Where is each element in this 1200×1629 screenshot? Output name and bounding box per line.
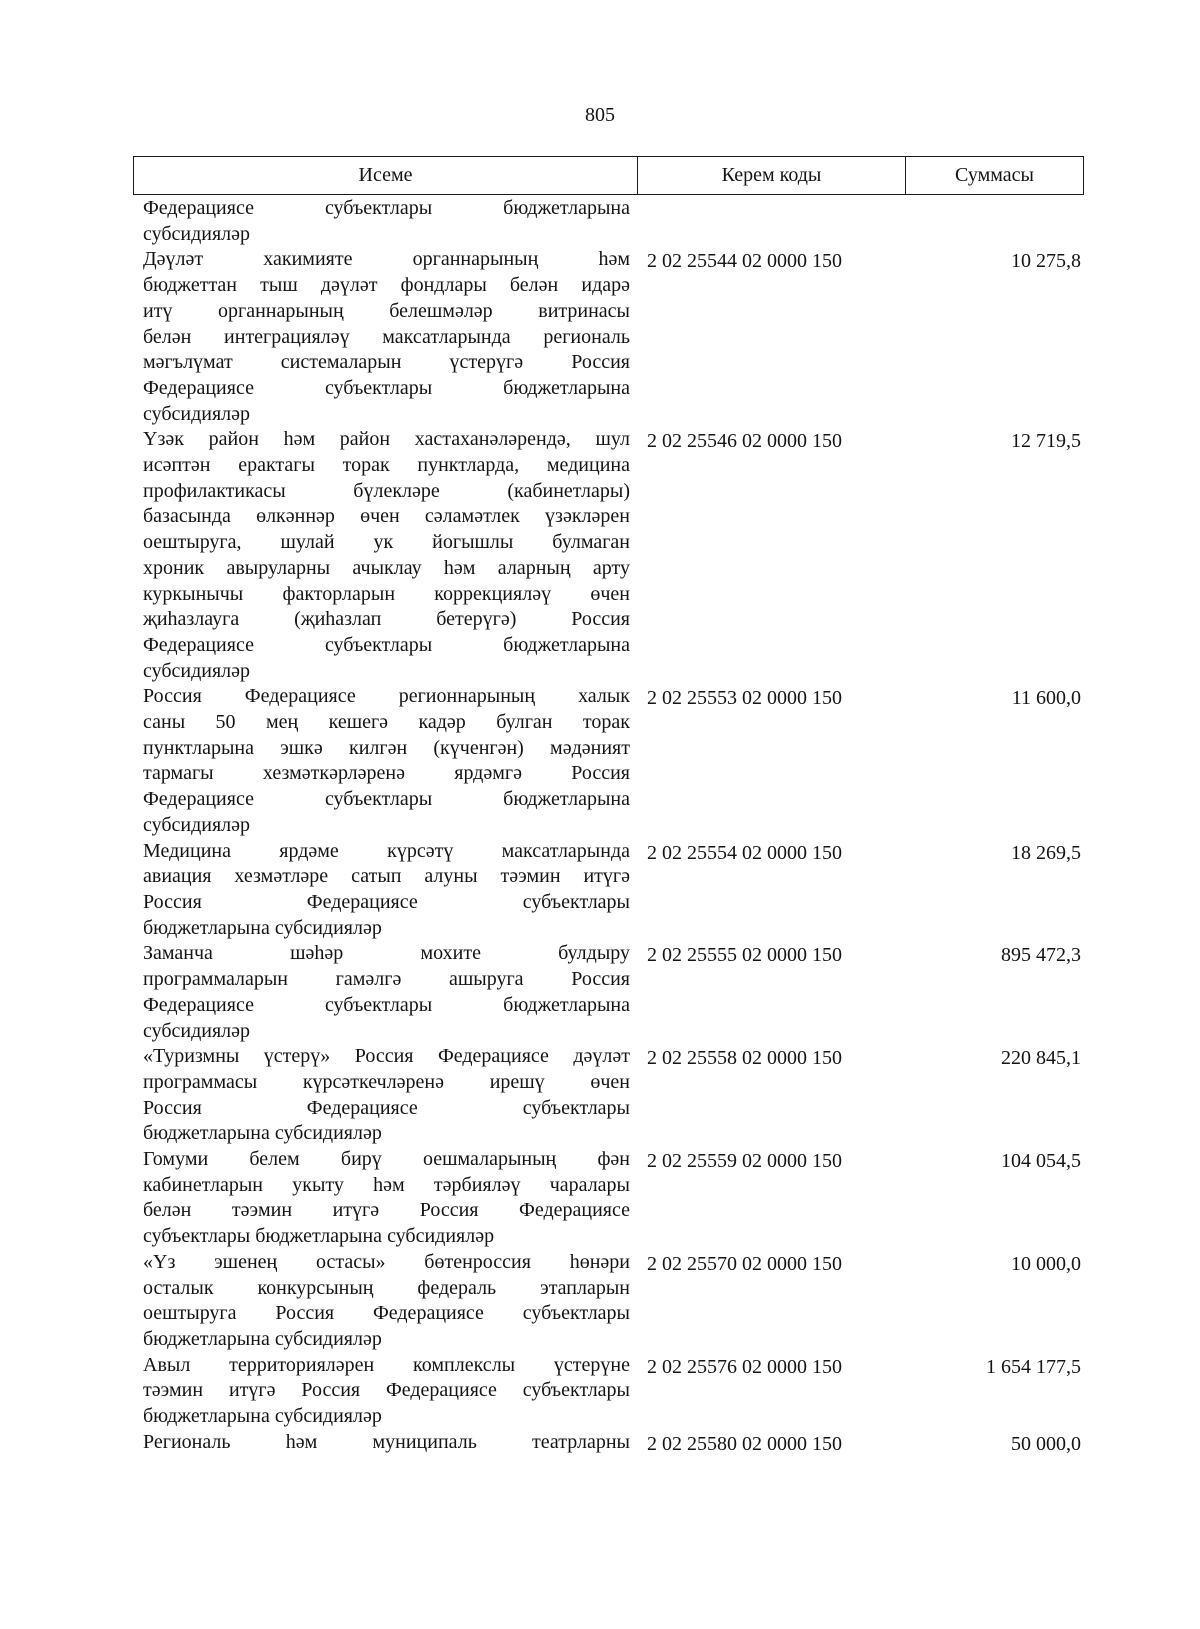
row-name — [143, 427, 630, 684]
row-code: 2 02 25558 02 0000 150 — [647, 1047, 842, 1070]
row-code: 2 02 25544 02 0000 150 — [647, 250, 842, 273]
row-name-line: субсидияләр — [143, 1019, 251, 1042]
row-name-line: программасы күрсәткечләренә ирешү өчен — [143, 1070, 630, 1093]
row-code — [630, 196, 913, 198]
table-row — [143, 247, 1087, 427]
row-name-line: кабинетларын укыту һәм тәрбияләү чаралары — [143, 1173, 630, 1196]
row-name-line: субсидияләр — [143, 659, 251, 682]
row-sum — [913, 196, 1087, 198]
row-name — [143, 839, 630, 942]
row-name-line: осталык конкурсының федераль этапларын — [143, 1276, 630, 1299]
row-name-line: Федерациясе субъектлары бюджетларына — [143, 993, 630, 1016]
row-name-line: бюджеттан тыш дәүләт фондлары белән идарә — [143, 274, 630, 297]
row-name-line: авиация хезмәтләре сатып алуны тәэмин итүгә — [143, 865, 630, 888]
row-code: 2 02 25555 02 0000 150 — [647, 944, 842, 967]
row-name-line: куркынычы факторларын коррекцияләү өчен — [143, 582, 630, 605]
table-row — [143, 196, 1087, 247]
row-name-line: белән тәэмин итүгә Россия Федерациясе — [143, 1199, 630, 1222]
row-name-line: профилактикасы бүлекләре (кабинетлары) — [143, 479, 630, 502]
table-row — [143, 1147, 1087, 1250]
page-number: 805 — [585, 104, 615, 126]
row-name-line: оештыруга Россия Федерациясе субъектлары — [143, 1302, 630, 1325]
row-name-line: тәэмин итүгә Россия Федерациясе субъектлары — [143, 1379, 630, 1402]
row-sum: 11 600,0 — [1011, 687, 1081, 710]
table-row — [143, 1353, 1087, 1430]
row-sum: 104 054,5 — [1001, 1150, 1081, 1173]
column-header-code: Керем коды — [638, 157, 906, 194]
row-name-line: Федерациясе субъектлары бюджетларына — [143, 197, 630, 219]
row-name-line: Медицина ярдәме күрсәтү максатларында — [143, 839, 630, 862]
row-name — [143, 1147, 630, 1250]
row-name-line: саны 50 мең кешегә кадәр булган торак — [143, 711, 630, 734]
row-code: 2 02 25553 02 0000 150 — [647, 687, 842, 710]
row-name-line: Федерациясе субъектлары бюджетларына — [143, 376, 630, 399]
row-name-line: базасында өлкәннәр өчен сәламәтлек үзәкләрен — [143, 505, 630, 528]
row-name-line: Дәүләт хакимияте органнарының һәм — [143, 248, 630, 271]
row-sum: 895 472,3 — [1001, 944, 1081, 967]
row-name — [143, 941, 630, 1044]
row-name-line: оештыруга, шулай ук йогышлы булмаган — [143, 531, 630, 554]
row-name-line: итү органнарының белешмәләр витринасы — [143, 299, 630, 322]
row-name-line: хроник авыруларны ачыклау һәм аларның арту — [143, 556, 630, 579]
row-sum: 10 000,0 — [1011, 1252, 1081, 1275]
table-row — [143, 427, 1087, 684]
table-body — [143, 196, 1087, 1457]
row-name-line: исәптән ерактагы торак пунктларда, медицина — [143, 454, 630, 477]
column-header-name: Исеме — [134, 157, 638, 194]
row-sum: 220 845,1 — [1001, 1047, 1081, 1070]
row-code: 2 02 25554 02 0000 150 — [647, 841, 842, 864]
column-header-sum: Суммасы — [955, 164, 1034, 186]
row-name-line: субсидияләр — [143, 222, 251, 245]
row-name-line: Россия Федерациясе регионнарының халык — [143, 685, 630, 708]
row-name — [143, 1353, 630, 1430]
row-name-line: Үзәк район һәм район хастаханәләрендә, шул — [143, 428, 630, 451]
table-row — [143, 1044, 1087, 1147]
row-name-line: Россия Федерациясе субъектлары — [143, 890, 630, 913]
row-name-line: «Туризмны үстерү» Россия Федерациясе дәүләт — [143, 1045, 630, 1068]
row-name-line: тармагы хезмәткәрләренә ярдәмгә Россия — [143, 762, 630, 785]
row-name-line: Россия Федерациясе субъектлары — [143, 1096, 630, 1119]
row-sum: 18 269,5 — [1011, 841, 1081, 864]
row-code: 2 02 25546 02 0000 150 — [647, 430, 842, 453]
row-name-line: бюджетларына субсидияләр — [143, 1327, 382, 1350]
row-name-line: Региональ һәм муниципаль театрларны — [143, 1430, 630, 1453]
row-name-line: Заманча шәһәр мохите булдыру — [143, 942, 630, 965]
row-name — [143, 684, 630, 838]
table-row — [143, 684, 1087, 838]
row-name-line: белән интеграцияләү максатларында региональ — [143, 325, 630, 348]
row-code: 2 02 25576 02 0000 150 — [647, 1355, 842, 1378]
row-name-line: җиһазлауга (җиһазлап бетерүгә) Россия — [143, 608, 630, 631]
row-sum: 50 000,0 — [1011, 1432, 1081, 1455]
row-name — [143, 196, 630, 247]
row-code: 2 02 25570 02 0000 150 — [647, 1252, 842, 1275]
row-sum: 12 719,5 — [1011, 430, 1081, 453]
table-header — [133, 156, 1084, 195]
row-name-line: Федерациясе субъектлары бюджетларына — [143, 633, 630, 656]
table-row — [143, 941, 1087, 1044]
row-sum: 1 654 177,5 — [986, 1355, 1081, 1378]
row-name-line: Гомуми белем бирү оешмаларының фән — [143, 1148, 630, 1171]
table-row — [143, 1430, 1087, 1458]
row-name — [143, 1044, 630, 1147]
row-code: 2 02 25580 02 0000 150 — [647, 1432, 842, 1455]
row-name-line: Авыл территорияләрен комплекслы үстерүне — [143, 1353, 630, 1376]
row-name — [143, 1430, 630, 1456]
row-name-line: субсидияләр — [143, 402, 251, 425]
row-name-line: Федерациясе субъектлары бюджетларына — [143, 788, 630, 811]
row-name-line: бюджетларына субсидияләр — [143, 916, 382, 939]
table-row — [143, 1250, 1087, 1353]
row-code: 2 02 25559 02 0000 150 — [647, 1150, 842, 1173]
row-name-line: субсидияләр — [143, 813, 251, 836]
row-name-line: «Үз эшенең остасы» бөтенроссия һөнәри — [143, 1250, 630, 1273]
row-name — [143, 1250, 630, 1353]
table-row — [143, 839, 1087, 942]
row-name — [143, 247, 630, 427]
row-name-line: субъектлары бюджетларына субсидияләр — [143, 1225, 495, 1248]
row-name-line: мәгълүмат системаларын үстерүгә Россия — [143, 351, 630, 374]
row-name-line: программаларын гамәлгә ашыруга Россия — [143, 968, 630, 991]
row-name-line: пунктларына эшкә килгән (күченгән) мәдәният — [143, 736, 630, 759]
row-sum: 10 275,8 — [1011, 250, 1081, 273]
row-name-line: бюджетларына субсидияләр — [143, 1405, 382, 1428]
row-name-line: бюджетларына субсидияләр — [143, 1122, 382, 1145]
